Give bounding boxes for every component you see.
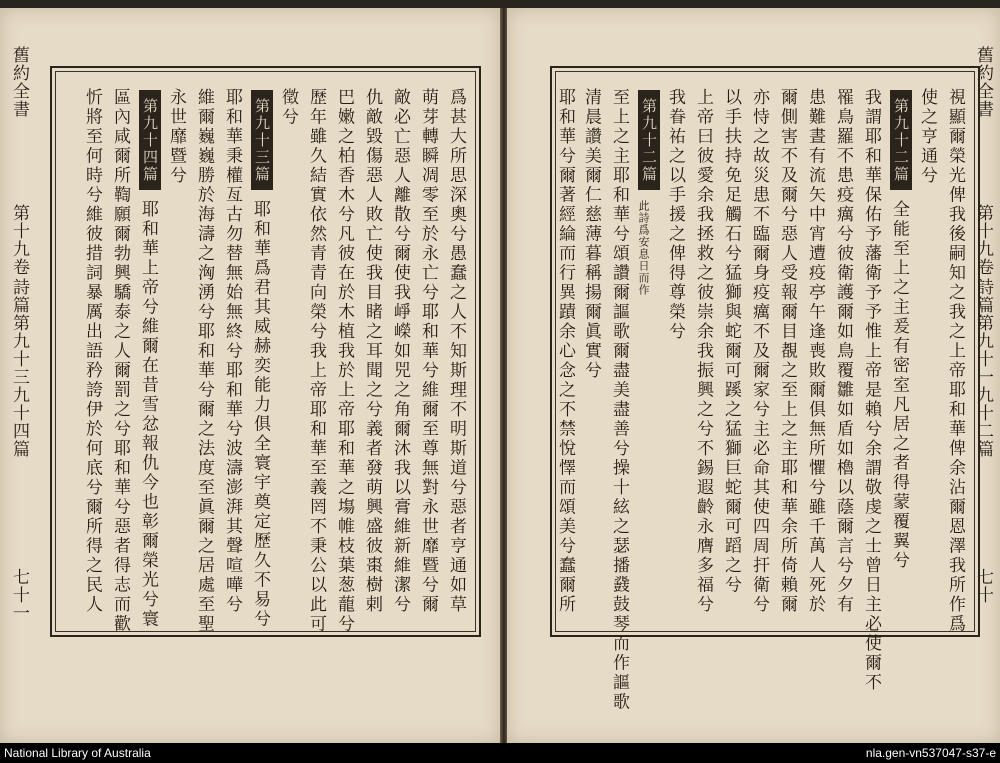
text-column: 我眷祐之以手援之俾得尊榮兮 bbox=[665, 88, 685, 342]
text-column: 巴嫩之柏香木兮凡彼在於木植我於上帝耶和華之塲帷枝葉葱蘢兮 bbox=[334, 88, 354, 634]
psalm-93-title: 第九十三篇 bbox=[251, 90, 273, 190]
text-column: 區內咸爾所鞫願爾勃興驕泰之人爾罰之兮耶和華兮惡者得志而歡 bbox=[110, 88, 130, 634]
text-column: 全能至上之主爰有密室凡居之者得蒙覆翼兮 bbox=[889, 200, 909, 571]
text-column: 耶和華上帝兮維爾在昔雪忿報仇今也彰爾榮光兮寰 bbox=[138, 200, 158, 629]
text-column: 我謂耶和華保佑予藩衛予予惟上帝是賴兮余謂敬虔之士曾日主必使爾不 bbox=[861, 88, 881, 693]
page-number-left: 七十一 bbox=[9, 568, 29, 622]
text-frame-left-inner bbox=[55, 71, 476, 632]
text-column: 以手扶持免足觸石兮猛獅與蛇爾可蹊之猛獅巨蛇爾可蹈之兮 bbox=[721, 88, 741, 595]
text-frame-right-inner bbox=[555, 71, 975, 712]
text-column: 維爾巍巍勝於海濤之洶湧兮耶和華兮爾之法度至眞爾之居處至聖 bbox=[194, 88, 214, 634]
psalm-94-title: 第九十四篇 bbox=[139, 90, 161, 190]
text-column: 亦恃之故災患不臨爾身疫癘不及爾家兮主必命其使四周扞衛兮 bbox=[749, 88, 769, 615]
text-column: 萌芽轉瞬凋零至於永亡兮耶和華兮維爾至尊無對永世靡暨兮爾 bbox=[418, 88, 438, 615]
text-column: 徵兮 bbox=[278, 88, 298, 127]
text-column: 耶和華秉權亙古勿替無始無終兮耶和華兮波濤澎湃其聲喧嘩兮 bbox=[222, 88, 242, 615]
text-column: 仇敵毀傷惡人敗亡使我目睹之耳聞之兮義者發萌興盛彼棗樹剌 bbox=[362, 88, 382, 615]
section-label-left: 詩篇第九十三九十四篇 bbox=[9, 278, 29, 458]
text-frame-right bbox=[550, 66, 980, 712]
volume-label-left: 第十九卷 bbox=[9, 204, 29, 276]
psalm-92-note: 此詩爲安息日而作 bbox=[637, 200, 650, 296]
text-column: 至上之主耶和華兮頌讚爾謳歌爾盡美盡善兮操十絃之瑟播鼗鼓琴而作謳歌 bbox=[609, 88, 629, 712]
text-column: 歷年雖久結實依然青青向榮兮我上帝耶和華至義罔不秉公以此可 bbox=[306, 88, 326, 634]
text-column: 耶和華爲君其威赫奕能力俱全寰宇奠定歷久不易兮 bbox=[250, 200, 270, 629]
book-title-right: 舊約全書 bbox=[973, 46, 993, 118]
text-column: 敵必亡惡人離散兮爾使我崢嶸如兕之角爾沐我以膏維新維潔兮 bbox=[390, 88, 410, 615]
text-column: 視顯爾榮光俾我後嗣知之我之上帝耶和華俾余沾爾恩澤我所作爲 bbox=[945, 88, 965, 634]
text-column: 使之亨通兮 bbox=[917, 88, 937, 186]
text-column: 爾側害不及爾兮惡人受報爾目覩之至上之主耶和華余所倚賴爾 bbox=[777, 88, 797, 615]
page-number-right: 七十 bbox=[973, 568, 993, 604]
text-column: 上帝曰彼愛余我拯救之彼崇余我振興之兮不錫遐齡永膺多福兮 bbox=[693, 88, 713, 615]
book-spine bbox=[500, 8, 507, 743]
text-column: 患難晝有流矢中宵遭疫亭午逢喪敗爾俱無所懼兮雖千萬人死於 bbox=[805, 88, 825, 615]
footer-bar bbox=[0, 743, 1000, 763]
footer-identifier: nla.gen-vn537047-s37-e bbox=[865, 746, 996, 760]
volume-label-right: 第十九卷 bbox=[973, 204, 993, 276]
text-column: 罹鳥羅不患疫癘兮彼衛護爾如鳥覆雛如盾如櫓以蔭爾言兮夕有 bbox=[833, 88, 853, 615]
footer-source: National Library of Australia bbox=[4, 746, 151, 760]
psalm-92-title: 第九十二篇 bbox=[638, 90, 660, 190]
text-column: 耶和華兮爾著經綸而行異蹟余心念之不禁悅懌而頌美兮蠢爾所 bbox=[555, 88, 575, 615]
text-column: 爲甚大所思深奧兮愚蠢之人不知斯理不明斯道兮惡者亨通如草 bbox=[446, 88, 466, 615]
text-column: 永世靡暨兮 bbox=[166, 88, 186, 186]
right-page bbox=[507, 8, 1000, 743]
psalm-91-title: 第九十二篇 bbox=[890, 90, 912, 190]
text-frame-left bbox=[50, 66, 481, 637]
left-page bbox=[0, 8, 500, 743]
book-title-left: 舊約全書 bbox=[9, 46, 29, 118]
text-column: 忻將至何時兮維彼措詞暴厲出語矜誇伊於何底兮爾所得之民人 bbox=[82, 88, 102, 615]
text-column: 清晨讚美爾仁慈薄暮稱揚爾眞實兮 bbox=[581, 88, 601, 381]
section-label-right: 詩篇第九十一九十二篇 bbox=[973, 278, 993, 458]
